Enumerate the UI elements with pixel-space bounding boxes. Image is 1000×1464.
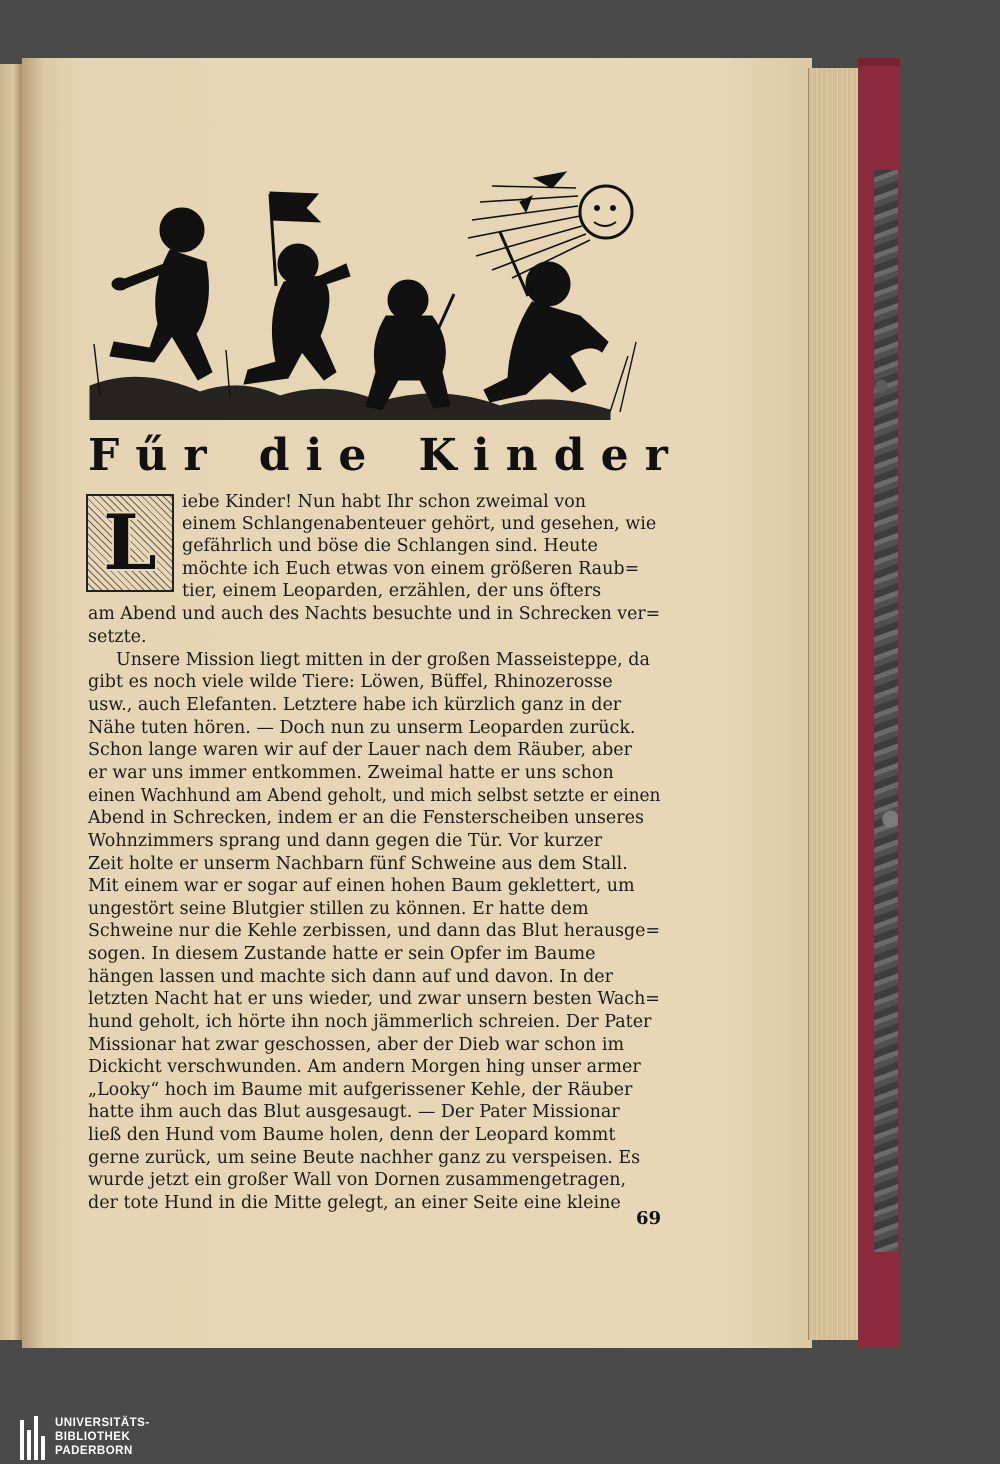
text-line: hängen lassen und machte sich dann auf und davon. In der <box>88 967 614 987</box>
text-line: gerne zurück, um seine Beute nachher ganz zu verspeisen. Es <box>88 1148 641 1168</box>
text-line: Wohnzimmers sprang und dann gegen die Tür. Vor kurzer <box>88 831 603 851</box>
logo-line: UNIVERSITÄTS- <box>55 1416 150 1429</box>
drop-cap <box>86 494 174 592</box>
silhouette-illustration <box>80 166 640 420</box>
title-letter: d <box>258 429 290 481</box>
text-line: Schon lange waren wir auf der Lauer nach dem Räuber, aber <box>88 740 632 760</box>
text-line: gibt es noch viele wilde Tiere: Löwen, Büffel, Rhinozerosse <box>88 672 613 692</box>
text-line: iebe Kinder! Nun habt Ihr schon zweimal von <box>182 492 587 512</box>
logo-line: PADERBORN <box>55 1444 133 1457</box>
text-line: Missionar hat zwar geschossen, aber der Dieb war schon im <box>88 1035 625 1055</box>
title-letter: F <box>88 429 120 481</box>
text-line: sogen. In diesem Zustande hatte er sein Opfer im Baume <box>88 944 596 964</box>
text-line: hund geholt, ich hörte ihn noch jämmerlich schreien. Der Pater <box>88 1012 652 1032</box>
page-edges <box>808 68 861 1340</box>
page-number: 69 <box>636 1208 662 1229</box>
title-letter: r <box>183 429 207 481</box>
text-line: Unsere Mission liegt mitten in der großen Masseisteppe, da <box>116 650 650 670</box>
title-letter: r <box>644 429 668 481</box>
text-line: Nähe tuten hören. — Doch nun zu unserm Leoparden zurück. <box>88 718 636 738</box>
text-line: „Looky“ hoch im Baume mit aufgerissener Kehle, der Räuber <box>88 1080 633 1100</box>
title-letter: d <box>553 429 585 481</box>
title-letter: n <box>505 429 538 481</box>
text-line: letzten Nacht hat er uns wieder, und zwar unsern besten Wach= <box>88 989 660 1009</box>
title-letter: e <box>600 429 629 481</box>
text-line: der tote Hund in die Mitte gelegt, an einer Seite eine kleine <box>88 1193 621 1213</box>
text-line: ließ den Hund vom Baume holen, denn der Leopard kommt <box>88 1125 616 1145</box>
marbled-cover <box>874 170 898 1252</box>
text-line: usw., auch Elefanten. Letztere habe ich kürzlich ganz in der <box>88 695 622 715</box>
text-line: tier, einem Leoparden, erzählen, der uns öfters <box>182 581 602 601</box>
text-line: Mit einem war er sogar auf einen hohen Baum geklettert, um <box>88 876 635 896</box>
text-line: wurde jetzt ein großer Wall von Dornen zusammengetragen, <box>88 1170 627 1190</box>
logo-line: BIBLIOTHEK <box>55 1430 131 1443</box>
text-line: am Abend und auch des Nachts besuchte und in Schrecken ver= <box>88 604 661 624</box>
book-cover-top <box>858 58 900 66</box>
page-title <box>88 430 668 480</box>
text-line: Zeit holte er unserm Nachbarn fünf Schweine aus dem Stall. <box>88 854 628 874</box>
left-page-edge <box>0 64 23 1340</box>
title-letter: i <box>472 429 490 481</box>
text-line: Schweine nur die Kehle zerbissen, und dann das Blut herausge= <box>88 921 661 941</box>
title-letter: e <box>338 429 367 481</box>
text-line: er war uns immer entkommen. Zweimal hatte er uns schon <box>88 763 614 783</box>
text-line: Dickicht verschwunden. Am andern Morgen hing unser armer <box>88 1057 641 1077</box>
library-logo-icon <box>20 1414 45 1460</box>
text-line: ungestört seine Blutgier stillen zu können. Er hatte dem <box>88 899 589 919</box>
library-logo-text <box>55 1417 150 1458</box>
text-line: hatte ihm auch das Blut ausgesaugt. — Der Pater Missionar <box>88 1102 620 1122</box>
text-line: einen Wachhund am Abend geholt, und mich selbst setzte er einen <box>88 786 661 806</box>
text-line: möchte ich Euch etwas von einem größeren Raub= <box>182 559 640 579</box>
title-letter: i <box>305 429 323 481</box>
text-line: einem Schlangenabenteuer gehört, und gesehen, wie <box>182 514 657 534</box>
text-line: Abend in Schrecken, indem er an die Fensterscheiben unseres <box>88 808 644 828</box>
text-line: gefährlich und böse die Schlangen sind. Heute <box>182 536 598 556</box>
title-letter: K <box>418 429 457 481</box>
title-letter: ű <box>135 429 168 481</box>
text-line: setzte. <box>88 627 147 647</box>
library-logo <box>20 1414 150 1460</box>
drop-cap-letter: L <box>103 498 157 587</box>
